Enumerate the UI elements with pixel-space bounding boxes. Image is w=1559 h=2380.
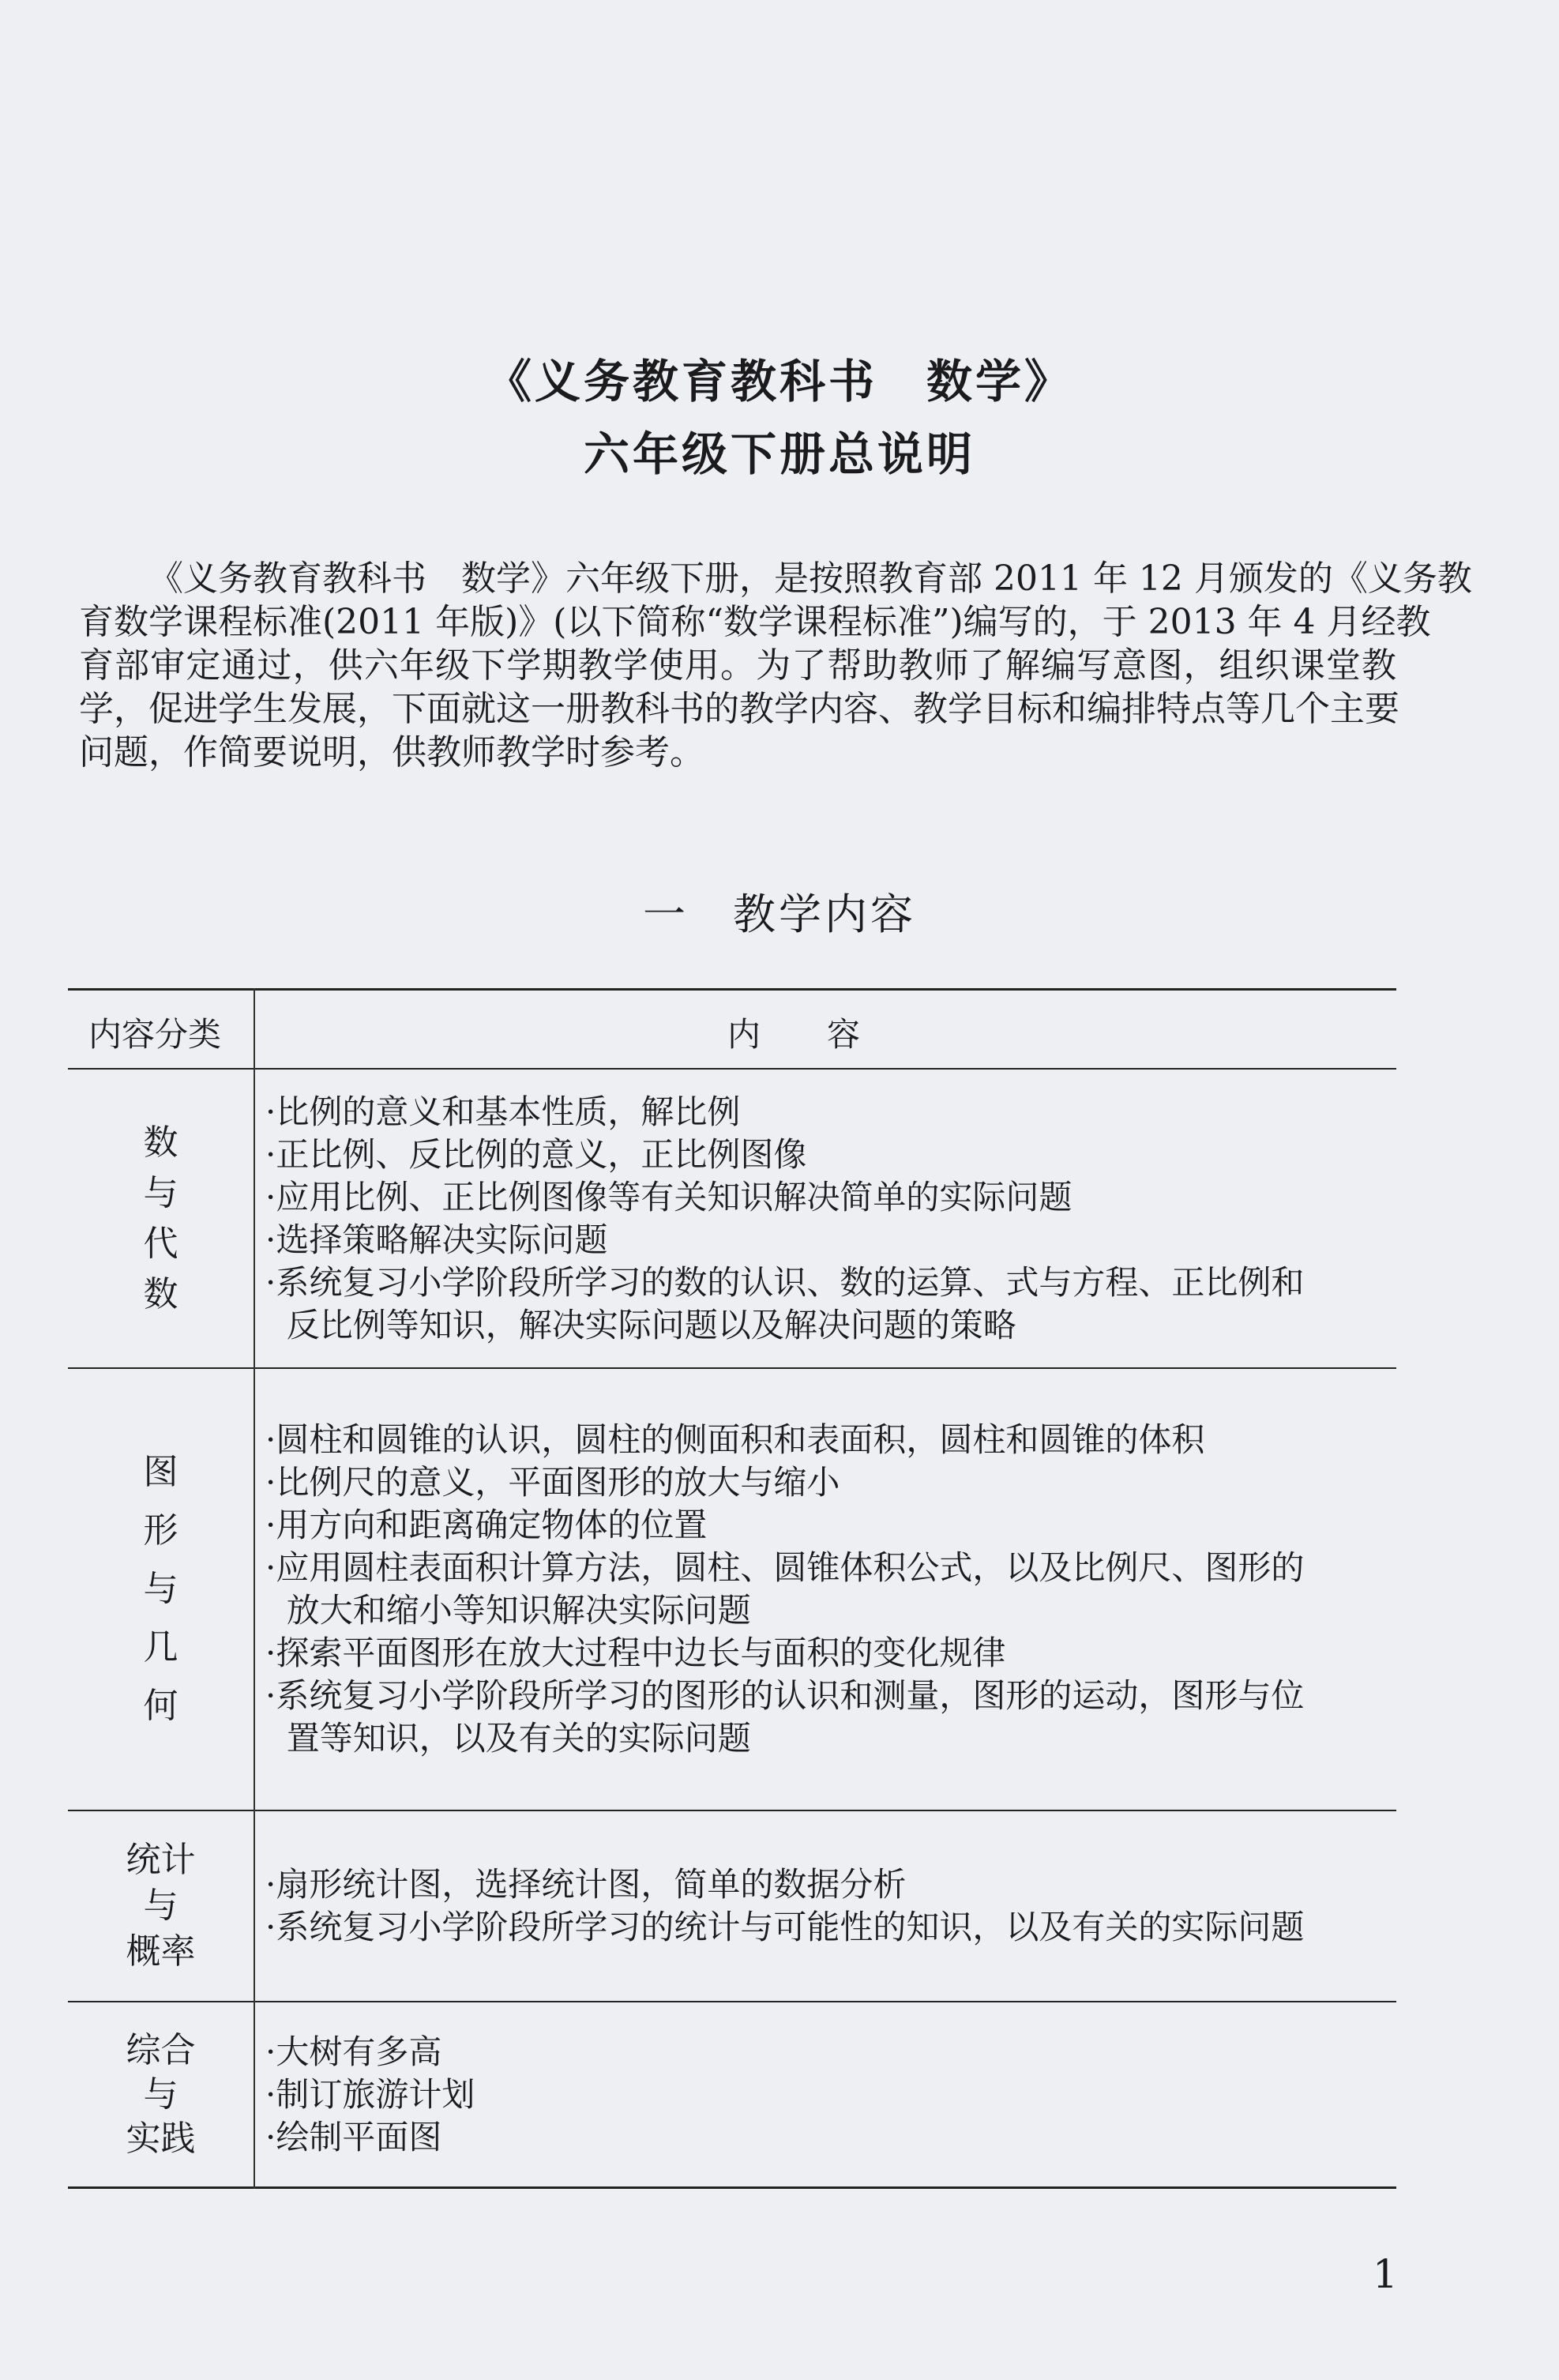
category-text: 形 bbox=[143, 1510, 178, 1551]
table-top-rule bbox=[68, 988, 1396, 991]
list-item: ·选择策略解决实际问题 bbox=[265, 1220, 608, 1259]
list-item: ·比例尺的意义，平面图形的放大与缩小 bbox=[265, 1463, 840, 1502]
list-item: ·应用圆柱表面积计算方法，圆柱、圆锥体积公式，以及比例尺、图形的 bbox=[265, 1548, 1305, 1587]
list-item: ·应用比例、正比例图像等有关知识解决简单的实际问题 bbox=[265, 1177, 1073, 1216]
intro-line: 育部审定通过，供六年级下学期教学使用。为了帮助教师了解编写意图，组织课堂教 bbox=[79, 645, 1396, 686]
list-item: 放大和缩小等知识解决实际问题 bbox=[265, 1591, 751, 1630]
intro-paragraph bbox=[79, 557, 1472, 774]
list-item: ·用方向和距离确定物体的位置 bbox=[265, 1506, 708, 1544]
intro-line: 学，促进学生发展，下面就这一册教科书的教学内容、教学目标和编排特点等几个主要 bbox=[79, 689, 1399, 729]
items-statistics bbox=[265, 1811, 1395, 2001]
category-text: 与 bbox=[143, 1886, 178, 1926]
list-item: ·探索平面图形在放大过程中边长与面积的变化规律 bbox=[265, 1634, 1006, 1672]
title-line-1: 《义务教育教科书 数学》 bbox=[485, 355, 1073, 408]
items-geometry bbox=[265, 1369, 1395, 1810]
category-text: 统计 bbox=[126, 1840, 196, 1880]
category-text: 实践 bbox=[126, 2118, 196, 2159]
list-item: ·系统复习小学阶段所学习的图形的认识和测量，图形的运动，图形与位 bbox=[265, 1676, 1305, 1715]
list-item: ·比例的意义和基本性质，解比例 bbox=[265, 1092, 741, 1131]
list-item: ·制订旅游计划 bbox=[265, 2074, 475, 2114]
list-item: 反比例等知识，解决实际问题以及解决问题的策略 bbox=[265, 1305, 1016, 1344]
list-item: ·系统复习小学阶段所学习的统计与可能性的知识，以及有关的实际问题 bbox=[265, 1908, 1305, 1946]
list-item: ·系统复习小学阶段所学习的数的认识、数的运算、式与方程、正比例和 bbox=[265, 1262, 1305, 1302]
header-category: 内容分类 bbox=[88, 1015, 222, 1054]
category-practice bbox=[68, 2002, 254, 2186]
items-number-algebra bbox=[265, 1070, 1395, 1367]
category-text: 图 bbox=[143, 1452, 178, 1492]
category-text: 与 bbox=[143, 1569, 178, 1609]
list-item: ·圆柱和圆锥的认识，圆柱的侧面积和表面积，圆柱和圆锥的体积 bbox=[265, 1420, 1205, 1459]
table-bottom-rule bbox=[68, 2186, 1396, 2189]
title-line-2: 六年级下册总说明 bbox=[583, 427, 975, 481]
category-text: 何 bbox=[143, 1686, 178, 1726]
category-geometry bbox=[68, 1369, 254, 1810]
intro-line: 问题，作简要说明，供教师教学时参考。 bbox=[79, 732, 704, 773]
list-item: ·正比例、反比例的意义，正比例图像 bbox=[265, 1134, 807, 1174]
list-item: ·扇形统计图，选择统计图，简单的数据分析 bbox=[265, 1865, 907, 1904]
category-text: 与 bbox=[143, 2074, 178, 2115]
section-number: 一 bbox=[643, 889, 686, 939]
page-number: 1 bbox=[1373, 2251, 1398, 2297]
list-item: ·绘制平面图 bbox=[265, 2117, 442, 2156]
category-text: 概率 bbox=[126, 1931, 196, 1972]
list-item: ·大树有多高 bbox=[265, 2032, 442, 2071]
category-text: 几 bbox=[143, 1627, 178, 1668]
category-text: 数 bbox=[143, 1122, 178, 1163]
column-divider bbox=[254, 988, 255, 2189]
category-statistics bbox=[68, 1811, 254, 2001]
category-number-algebra bbox=[68, 1070, 254, 1367]
list-item: 置等知识，以及有关的实际问题 bbox=[265, 1719, 751, 1758]
section-heading bbox=[0, 881, 1559, 942]
category-text: 数 bbox=[143, 1273, 178, 1314]
intro-line: 育数学课程标准(2011 年版)》(以下简称“数学课程标准”)编写的，于 2013 年 4 月经教 bbox=[79, 602, 1431, 642]
section-title: 教学内容 bbox=[733, 889, 916, 939]
header-content: 内 容 bbox=[727, 1015, 861, 1054]
items-practice bbox=[265, 2002, 1395, 2186]
category-text: 代 bbox=[143, 1223, 178, 1264]
category-text: 综合 bbox=[126, 2029, 196, 2070]
category-text: 与 bbox=[143, 1172, 178, 1213]
intro-line: 《义务教育教科书 数学》六年级下册，是按照教育部 2011 年 12 月颁发的《义务教 bbox=[148, 558, 1472, 599]
